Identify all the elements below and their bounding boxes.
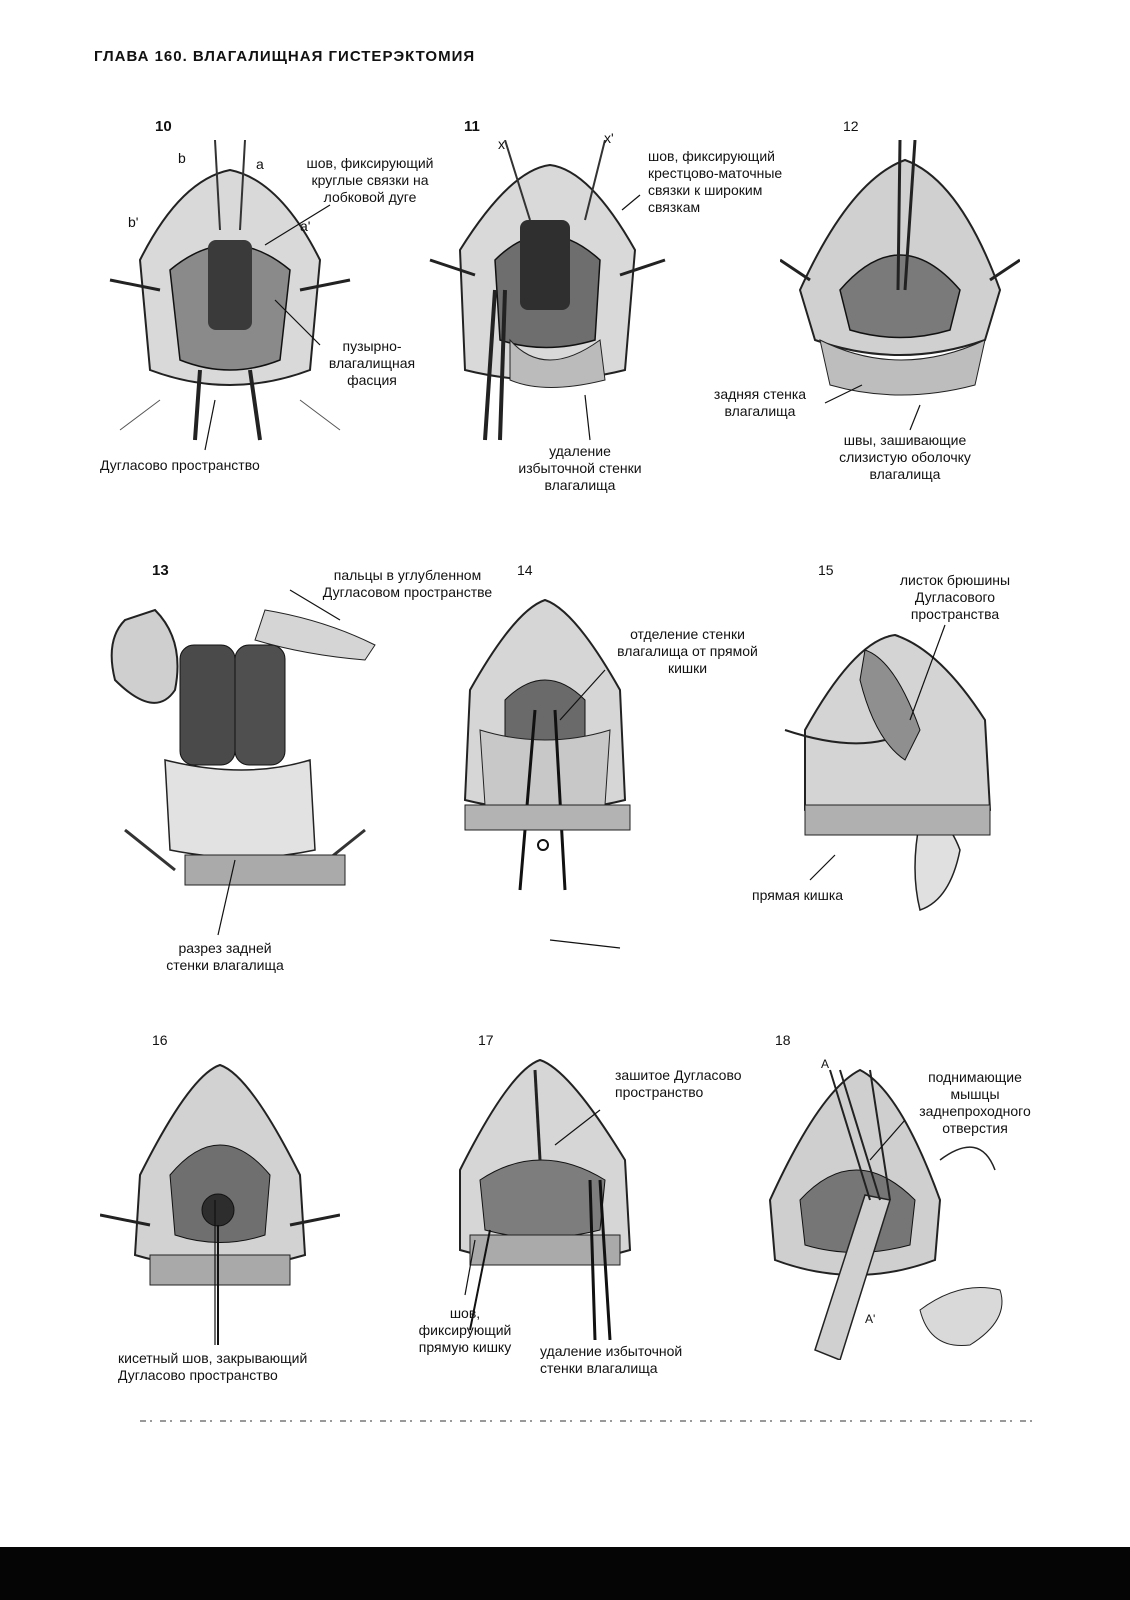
label-purse-string-suture: кисетный шов, закрывающий Дугласово пространство bbox=[118, 1350, 308, 1383]
figure-12-illustration bbox=[780, 140, 1020, 420]
figure-number-11: 11 bbox=[464, 118, 480, 135]
figure-number-17: 17 bbox=[478, 1032, 494, 1048]
figure-11-illustration bbox=[420, 140, 670, 450]
figure-13-illustration bbox=[95, 570, 395, 900]
label-rectum-fixing-suture: шов, фиксирующий прямую кишку bbox=[418, 1305, 512, 1355]
chapter-header: ГЛАВА 160. ВЛАГАЛИЩНАЯ ГИСТЕРЭКТОМИЯ bbox=[94, 48, 476, 65]
label-posterior-wall-incision: разрез задней стенки влагалища bbox=[166, 940, 284, 973]
scan-noise-line bbox=[140, 1418, 1040, 1424]
label-sutured-douglas: зашитое Дугласово пространство bbox=[615, 1067, 742, 1100]
label-fingers-douglas: пальцы в углубленном Дугласовом пространстве bbox=[322, 567, 493, 600]
label-vesicovaginal-fascia: пузырно- влагалищная фасция bbox=[328, 338, 416, 388]
figure-number-12: 12 bbox=[843, 118, 859, 134]
letter-a-prime: a' bbox=[300, 218, 311, 234]
letter-a: a bbox=[256, 156, 264, 172]
figure-number-13: 13 bbox=[152, 562, 169, 579]
letter-A-prime: A' bbox=[865, 1312, 876, 1326]
letter-x-prime: x' bbox=[604, 130, 614, 146]
letter-b: b bbox=[178, 150, 186, 166]
label-mucosa-sutures: швы, зашивающие слизистую оболочку влагалища bbox=[839, 432, 971, 482]
letter-b-prime: b' bbox=[128, 214, 139, 230]
figure-number-15: 15 bbox=[818, 562, 834, 578]
figure-number-14: 14 bbox=[517, 562, 533, 578]
label-excess-wall-removal-17: удаление избыточной стенки влагалища bbox=[540, 1343, 683, 1376]
figure-number-16: 16 bbox=[152, 1032, 168, 1048]
label-sutures-round-ligaments: шов, фиксирующий круглые связки на лобковой дуге bbox=[306, 155, 434, 205]
label-levator-ani: поднимающие мышцы заднепроходного отверстия bbox=[919, 1069, 1031, 1136]
label-posterior-vaginal-wall: задняя стенка влагалища bbox=[713, 386, 807, 419]
figure-number-18: 18 bbox=[775, 1032, 791, 1048]
label-peritoneum-leaf: листок брюшины Дугласового пространства bbox=[899, 572, 1011, 622]
figure-16-illustration bbox=[100, 1055, 340, 1345]
label-rectum: прямая кишка bbox=[752, 887, 844, 903]
label-douglas-space: Дугласово пространство bbox=[100, 457, 260, 473]
scan-bottom-bar bbox=[0, 1547, 1130, 1600]
figure-15-illustration bbox=[745, 620, 1035, 920]
letter-A: A bbox=[821, 1057, 830, 1071]
label-wall-separation-rectum: отделение стенки влагалища от прямой кишки bbox=[617, 626, 758, 676]
letter-x: x bbox=[498, 136, 505, 152]
figure-number-10: 10 bbox=[155, 118, 172, 135]
label-sutures-sacrouterine: шов, фиксирующий крестцово-маточные связки к широким связкам bbox=[648, 148, 783, 215]
label-excess-wall-removal-11: удаление избыточной стенки влагалища bbox=[518, 443, 642, 493]
